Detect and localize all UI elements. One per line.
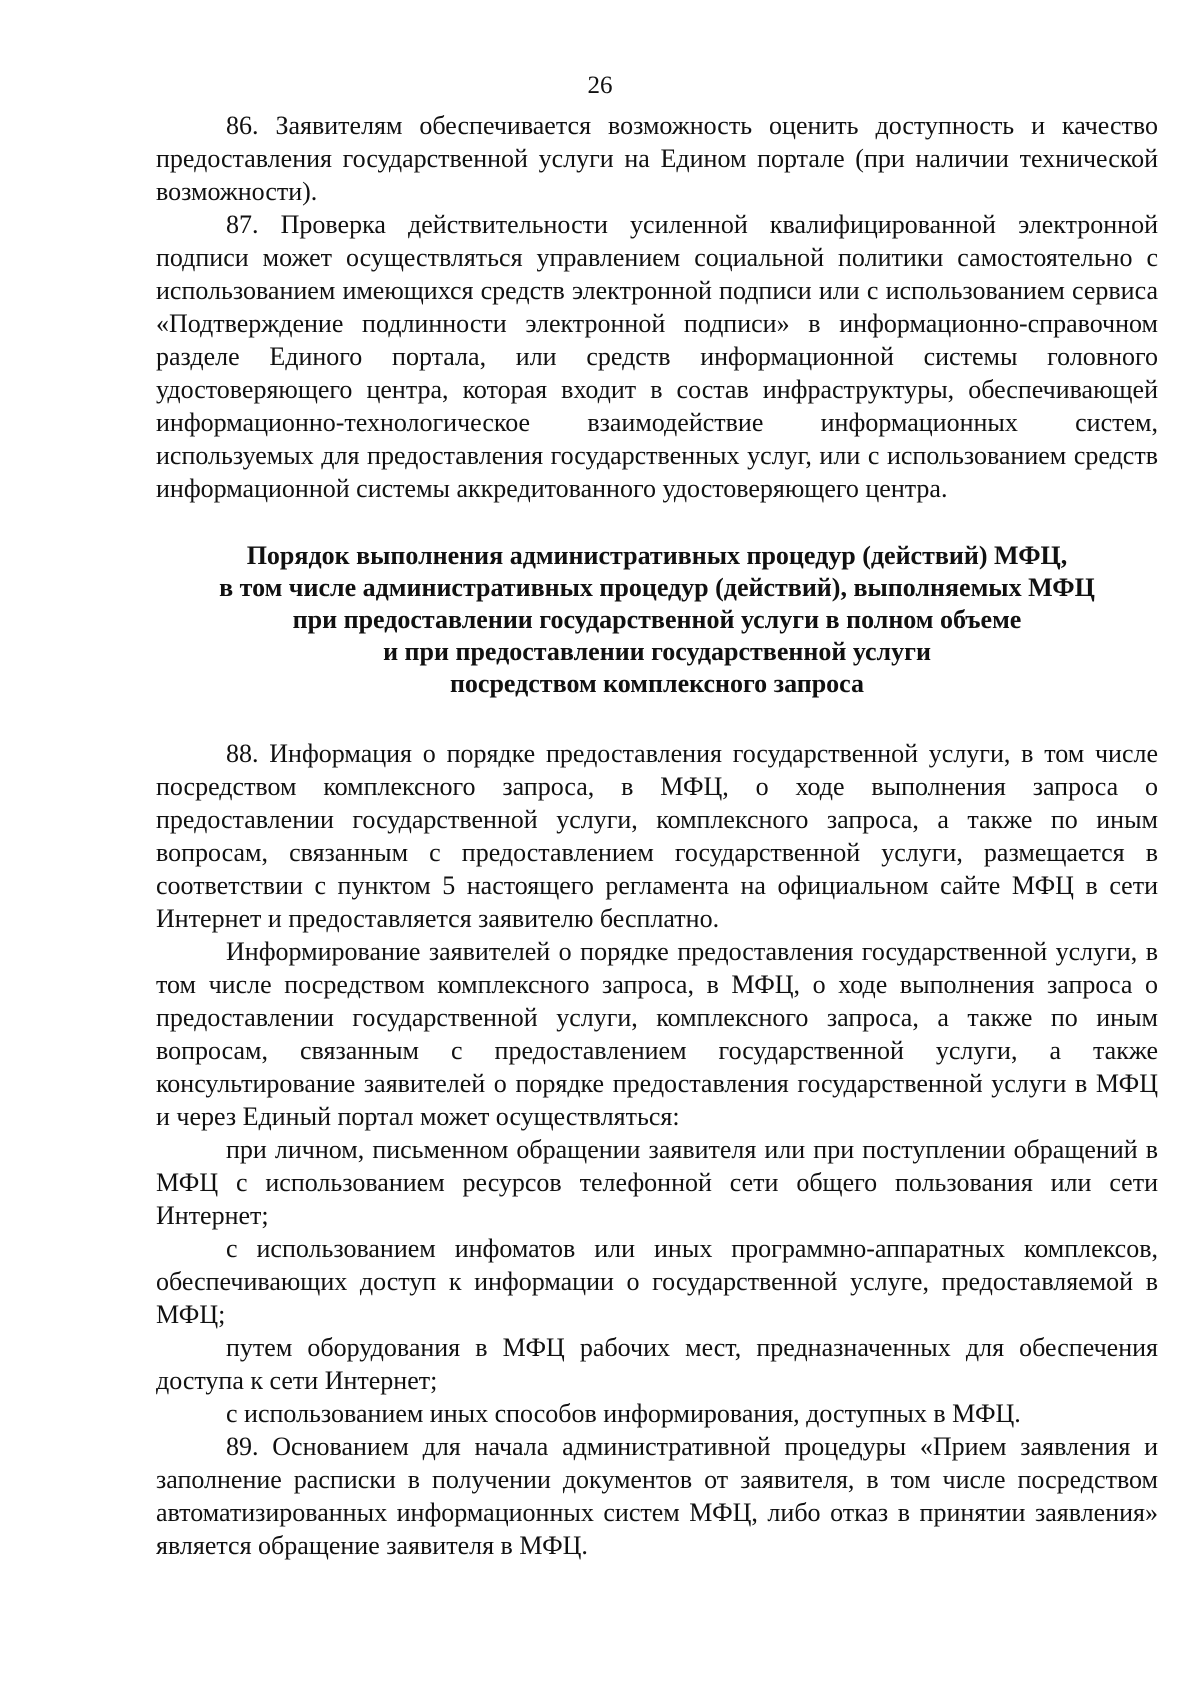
heading-line: при предоставлении государственной услуги в полном объеме (292, 605, 1022, 634)
heading-line: Порядок выполнения административных процедур (действий) МФЦ, (246, 541, 1068, 570)
heading-line: и при предоставлении государственной услуги (383, 637, 931, 666)
paragraph-88: 88. Информация о порядке предоставления государственной услуги, в том числе посредством комплексного запроса, в МФЦ, о ходе выполнения запроса о предоставлении государственной услуги, комплексного запроса, а также по иным вопросам, связанным с предоставлением государственной услуги, размещается в соответствии с пунктом 5 настоящего регламента на официальном сайте МФЦ в сети Интернет и предоставляется заявителю бесплатно. (156, 739, 1158, 933)
paragraph-86: 86. Заявителям обеспечивается возможность оценить доступность и качество предоставления государственной услуги на Едином портале (при наличии технической возможности). (156, 111, 1158, 206)
page-number: 26 (587, 72, 613, 99)
paragraph-87: 87. Проверка действительности усиленной квалифицированной электронной подписи может осуществляться управлением социальной политики самостоятельно с использованием имеющихся средств электронной подписи или с использованием сервиса «Подтверждение подлинности электронной подписи» в информационно-справочном разделе Единого портала, или средств информационной системы головного удостоверяющего центра, которая входит в состав инфраструктуры, обеспечивающей информационно-технологическое взаимодействие информационных систем, используемых для предоставления государственных услуг, или с использованием средств информационной системы аккредитованного удостоверяющего центра. (156, 210, 1158, 503)
heading-line: в том числе административных процедур (действий), выполняемых МФЦ (219, 573, 1095, 602)
document-body (156, 109, 1158, 1562)
list-item-infomats: с использованием инфоматов или иных программно-аппаратных комплексов, обеспечивающих доступ к информации о государственной услуге, предоставляемой в МФЦ; (156, 1234, 1158, 1329)
list-item-workplaces: путем оборудования в МФЦ рабочих мест, предназначенных для обеспечения доступа к сети Интернет; (156, 1333, 1158, 1395)
heading-line: посредством комплексного запроса (449, 669, 865, 698)
list-item-personal-appeal: при личном, письменном обращении заявителя или при поступлении обращений в МФЦ с использованием ресурсов телефонной сети общего пользования или сети Интернет; (156, 1135, 1158, 1230)
paragraph-89: 89. Основанием для начала административной процедуры «Прием заявления и заполнение расписки в получении документов от заявителя, в том числе посредством автоматизированных информационных систем МФЦ, либо отказ в принятии заявления» является обращение заявителя в МФЦ. (156, 1432, 1158, 1560)
section-heading (156, 540, 1158, 700)
paragraph-informing: Информирование заявителей о порядке предоставления государственной услуги, в том числе посредством комплексного запроса, в МФЦ, о ходе выполнения запроса о предоставлении государственной услуги, комплексного запроса, а также по иным вопросам, связанным с предоставлением государственной услуги, а также консультирование заявителей о порядке предоставления государственной услуги в МФЦ и через Единый портал может осуществляться: (156, 937, 1158, 1131)
list-item-other-methods: с использованием иных способов информирования, доступных в МФЦ. (226, 1399, 1021, 1428)
